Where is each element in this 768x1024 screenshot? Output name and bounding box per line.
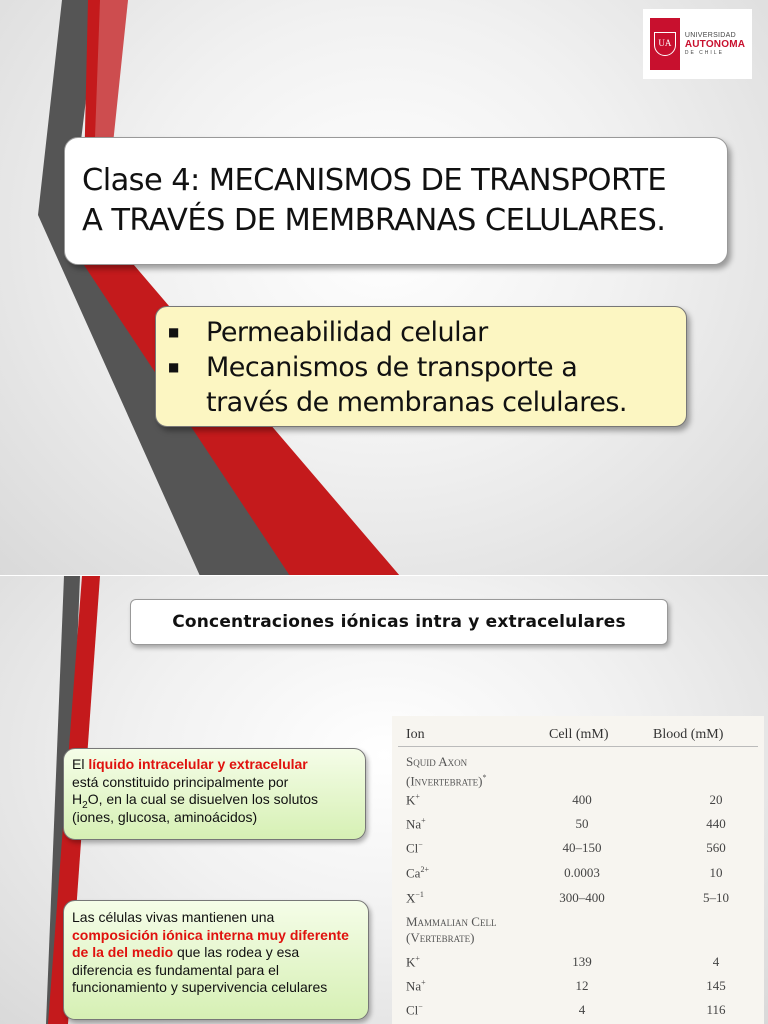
header-cell: Cell (mM) (549, 727, 609, 742)
table-row: Cl− 4 116 (406, 1002, 726, 1018)
highlight-text: líquido intracelular y extracelular (88, 756, 308, 772)
slide-title-box (64, 137, 728, 265)
square-bullet-icon: ■ (168, 325, 179, 339)
table-row: $Ca^{2+}$ 0.0003 10 (406, 865, 723, 881)
header-ion: Ion (406, 727, 425, 742)
group-label-squid: Squid Axon (Invertebrate)* (406, 754, 487, 789)
header-divider (398, 746, 758, 747)
shield-icon: UA (650, 18, 680, 70)
university-logo (643, 9, 752, 79)
table-row: $X^{-1}$ 300–400 5–10 (406, 890, 729, 906)
highlight-text: composición iónica interna muy diferente de la del medio (72, 926, 349, 960)
university-name: UNIVERSIDAD AUTONOMA DE CHILE (684, 32, 746, 56)
info-box-ionic-composition: Las células vivas mantienen una composición iónica interna muy diferente de la del medio que las rodea y esa diferencia es fundamental para el funcionamiento y supervivencia celulares (63, 900, 369, 1020)
table-row: Na+ 12 145 (406, 978, 726, 994)
slide-ion-concentrations (0, 576, 768, 1024)
table-row: K+ 139 4 (406, 954, 720, 970)
ion-concentration-table (392, 716, 764, 1024)
topics-box (155, 306, 687, 427)
group-label-mammalian: Mammalian Cell (Vertebrate) (406, 914, 497, 945)
slide-heading: Concentraciones iónicas intra y extracelulares (130, 599, 668, 645)
header-blood: Blood (mM) (653, 727, 724, 742)
info-box-liquids: El líquido intracelular y extracelular está constituido principalmente por $H_2O$, en la cual se disuelven los solutos (iones, glucosa, aminoácidos) (63, 748, 366, 840)
red-stripe (82, 0, 400, 576)
bullet-item: ■ Permeabilidad celular (168, 317, 488, 348)
table-row: Na+ 50 440 (406, 816, 726, 832)
square-bullet-icon: ■ (168, 360, 179, 374)
bullet-continuation: través de membranas celulares. (206, 387, 627, 418)
title-line-1: Clase 4: MECANISMOS DE TRANSPORTE (82, 163, 667, 198)
bullet-item: ■ Mecanismos de transporte a (168, 352, 578, 383)
title-line-2: A TRAVÉS DE MEMBRANAS CELULARES. (82, 203, 666, 238)
table-row: K+ 400 20 (406, 792, 723, 808)
table-row: Cl− 40–150 560 (406, 840, 726, 856)
